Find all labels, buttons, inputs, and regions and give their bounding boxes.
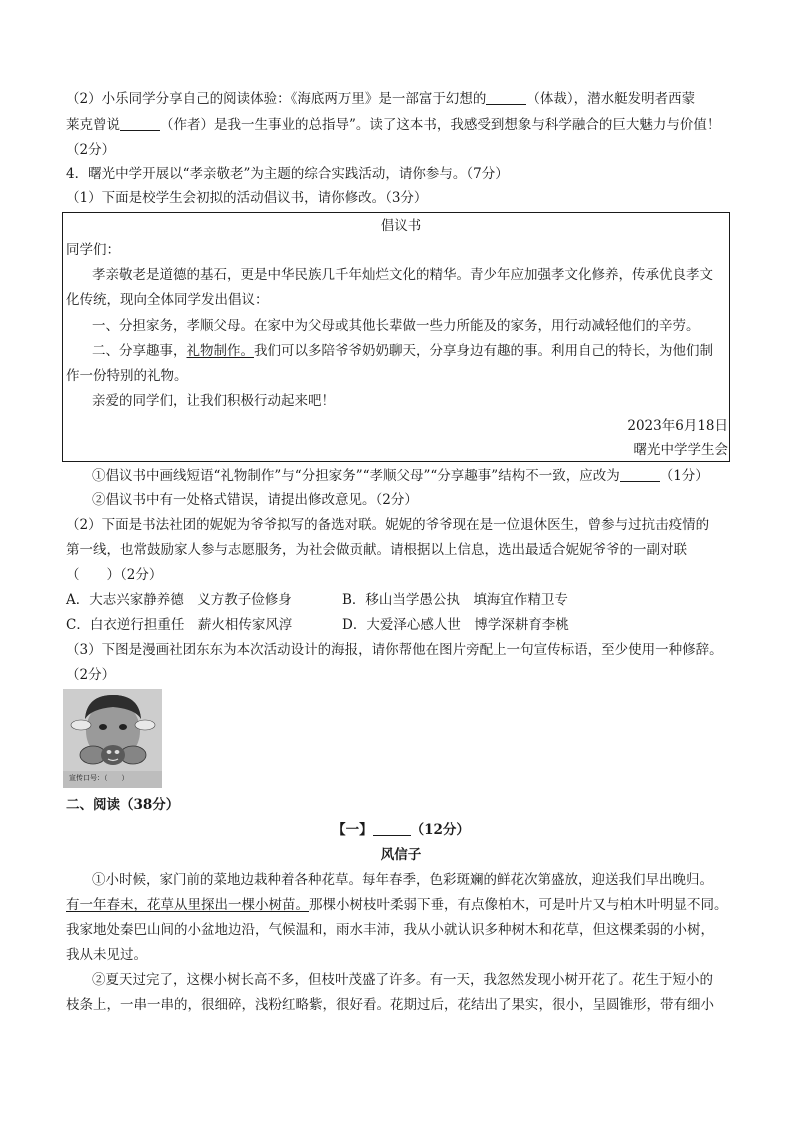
para1-line4: 我从未见过。 [66,947,147,963]
para2-line2: 枝条上，一串一串的，很细碎，浅粉红略紫，很好看。花期过后，花结出了果实，很小，呈圆锥形，带有细小 [66,997,714,1013]
proposal-p4: 亲爱的同学们，让我们积极行动起来吧！ [92,393,335,409]
q4-sub1-q1-score: （1分） [659,468,709,484]
para1-line1: ①小时候，家门前的菜地边栽种着各种花草。每年春季，色彩斑斓的鲜花次第盛放，迎送我们早出晚归。 [92,872,713,888]
q3-2-text-a: （2）小乐同学分享自己的阅读体验：《海底两万里》是一部富于幻想的 [66,91,487,107]
answer-blank[interactable] [620,467,660,482]
part-label [66,820,736,842]
q3-2-score: （2分） [66,142,116,158]
para1-line2 [66,895,736,917]
part-label-a: 【一】 [332,822,373,838]
q4-sub1-q1-text: ①倡议书中画线短语“礼物制作”与“分担家务”“孝顺父母”“分享趣事”结构不一致，应改为 [92,468,620,484]
q4-sub2-line1: （2）下面是书法社团的妮妮为爷爷拟写的备选对联。妮妮的爷爷现在是一位退休医生，曾参与过抗击疫情的 [66,517,710,533]
q3-2-line1 [66,89,736,111]
underlined-sentence: 有一年春末，花草从里探出一棵小树苗。 [66,897,309,913]
q4-sub3-line2: （2分） [66,667,116,683]
q4-sub1-q1 [92,466,732,488]
q4-title: 4．曙光中学开展以“孝亲敬老”为主题的综合实践活动，请你参与。（7分） [66,166,509,182]
para1-line3: 我家地处秦巴山间的小盆地边沿，气候温和，雨水丰沛，我从小就认识多种树木和花草，但这棵柔弱的小树， [66,922,714,938]
answer-blank[interactable] [486,90,526,105]
proposal-signature: 曙光中学学生会 [633,442,728,458]
q3-2-line2 [66,115,736,137]
proposal-greeting: 同学们： [66,242,120,258]
q4-sub2-line2: 第一线，也常鼓励家人参与志愿服务，为社会做贡献。请根据以上信息，选出最适合妮妮爷爷的一副对联 [66,542,687,558]
answer-blank[interactable] [373,821,411,836]
underlined-phrase: 礼物制作。 [186,343,254,359]
proposal-heading: 倡议书 [380,218,422,234]
proposal-date: 2023年6月18日 [627,418,728,434]
option-d[interactable]: D．大爱泽心感人世 博学深耕育李桃 [342,617,569,633]
proposal-p2: 一、分担家务，孝顺父母。在家中为父母或其他长辈做一些力所能及的家务，用行动减轻他们的辛劳。 [92,318,700,334]
proposal-p1-line2: 化传统，现向全体同学发出倡议： [66,292,269,308]
para2-line1: ②夏天过完了，这棵小树长高不多，但枝叶茂盛了许多。有一天，我忽然发现小树开花了。花生于短小的 [92,972,713,988]
section2-title: 二、阅读（38分） [66,797,180,813]
option-a[interactable]: A．大志兴家静养德 义方教子俭修身 [66,592,292,608]
proposal-p3-b: 我们可以多陪爷爷奶奶聊天，分享身边有趣的事。利用自己的特长，为他们制 [254,343,713,359]
proposal-p3-a: 二、分享趣事， [92,343,187,359]
q4-sub2-line3: （ ）（2分） [66,567,163,583]
proposal-p1-line1: 孝亲敬老是道德的基石，更是中华民族几千年灿烂文化的精华。青少年应加强孝文化修养，传承优良孝文 [92,267,713,283]
part-label-b: （12分） [410,822,470,838]
option-b[interactable]: B．移山当学愚公执 填海宜作精卫专 [342,592,568,608]
proposal-p3-line2: 作一份特别的礼物。 [66,368,188,384]
q3-2-text-b: （体裁），潜水艇发明者西蒙 [526,91,696,107]
q4-sub3-line1: （3）下图是漫画社团东东为本次活动设计的海报，请你帮他在图片旁配上一句宣传标语，至少使用一种修辞。 [66,642,723,658]
q4-sub1-q2: ②倡议书中有一处格式错误，请提出修改意见。（2分） [92,492,418,508]
q3-2-text-d: （作者）是我一生事业的总指导”。读了这本书，我感受到想象与科学融合的巨大魅力与价值！ [160,117,721,133]
poster-image [63,689,162,788]
option-c[interactable]: C．白衣逆行担重任 薪火相传家风淳 [66,617,293,633]
poster-caption: 宣传口号：（ ） [69,774,129,782]
q4-sub1: （1）下面是校学生会初拟的活动倡议书，请你修改。（3分） [66,190,428,206]
proposal-p3-line1 [92,341,732,363]
para1-line2-rest: 那棵小树枝叶柔弱下垂，有点像柏木，可是叶片又与柏木叶明显不同。 [309,897,728,913]
answer-blank[interactable] [120,116,160,131]
q3-2-text-c: 莱克曾说 [66,117,120,133]
article-title: 风信子 [380,847,422,863]
